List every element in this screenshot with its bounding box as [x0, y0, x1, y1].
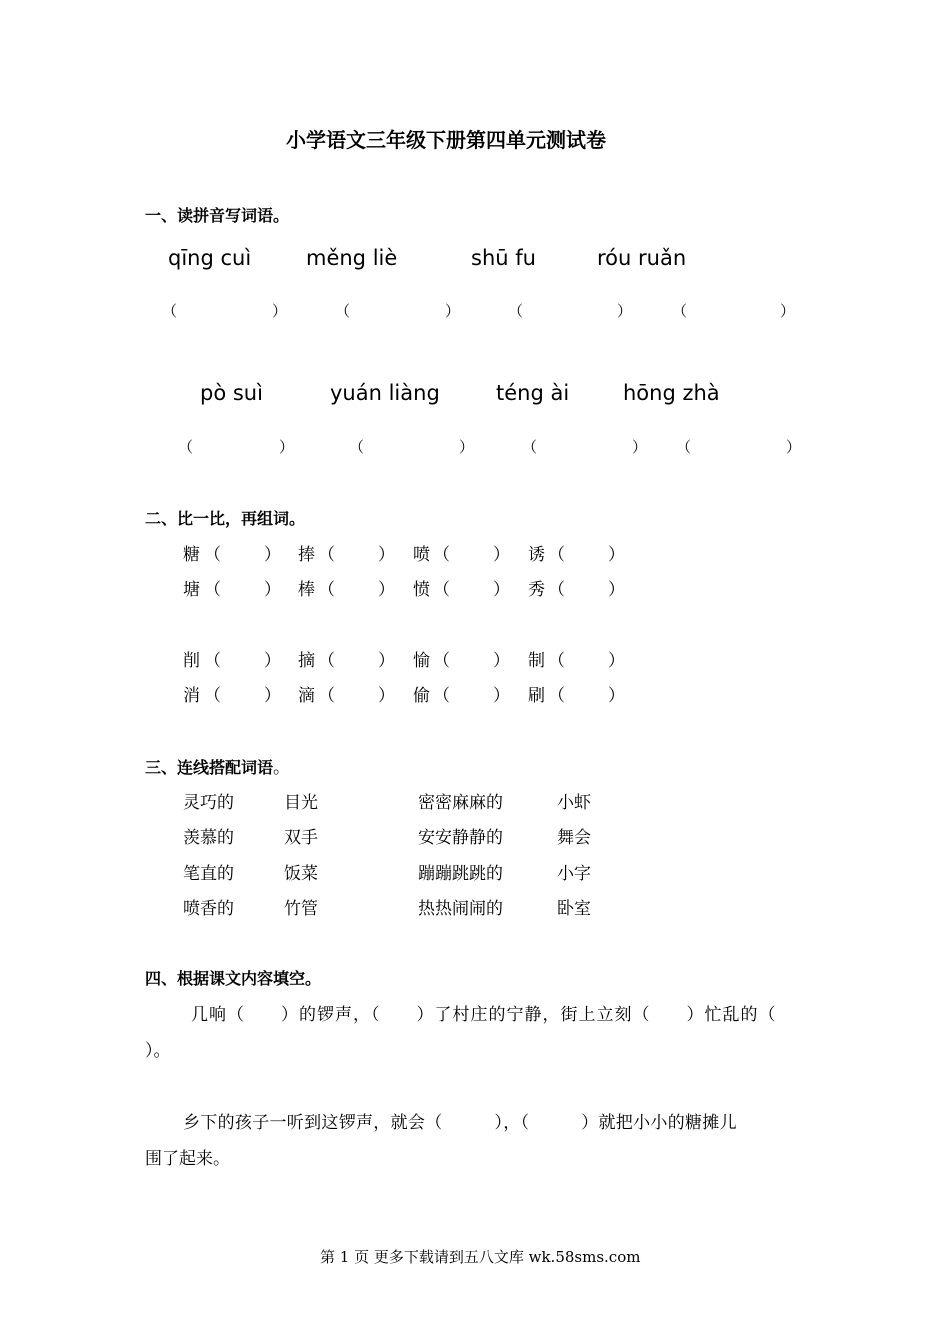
- answer-blank-close: ）: [459, 438, 475, 456]
- match-word: 卧室: [557, 899, 591, 919]
- answer-blank-close: ）: [264, 580, 281, 600]
- compare-char: 愤: [413, 580, 430, 600]
- pinyin-7: téng ài: [496, 381, 570, 405]
- match-word: 饭菜: [284, 864, 318, 884]
- answer-blank-close: ）: [608, 651, 625, 671]
- fill-paragraph-1-line-2: ）。: [145, 1041, 171, 1061]
- answer-blank-open: （: [433, 651, 450, 671]
- answer-blank-close: ）: [279, 438, 295, 456]
- pinyin-8: hōng zhà: [623, 381, 720, 405]
- answer-blank-open: （: [204, 580, 221, 600]
- match-word: 密密麻麻的: [418, 793, 503, 813]
- answer-blank-close: ）: [272, 302, 288, 320]
- compare-char: 制: [528, 651, 545, 671]
- match-word: 蹦蹦跳跳的: [418, 864, 503, 884]
- answer-blank-close: ）: [264, 651, 281, 671]
- answer-blank-open: （: [162, 302, 178, 320]
- answer-blank-open: （: [522, 438, 538, 456]
- answer-blank-close: ）: [378, 545, 395, 565]
- answer-blank-open: （: [204, 686, 221, 706]
- match-word: 双手: [284, 828, 318, 848]
- answer-blank-open: （: [548, 580, 565, 600]
- answer-blank-open: （: [318, 580, 335, 600]
- answer-blank-close: ）: [264, 545, 281, 565]
- section-3-heading-text: 三、连线搭配词语: [145, 758, 274, 777]
- answer-blank-open: （: [433, 580, 450, 600]
- compare-char: 削: [183, 651, 200, 671]
- answer-blank-close: ）: [493, 651, 510, 671]
- fill-paragraph-2-line-2: 围了起来。: [145, 1149, 230, 1169]
- compare-char: 刷: [528, 686, 545, 706]
- match-word: 竹管: [284, 899, 318, 919]
- answer-blank-close: ）: [617, 302, 633, 320]
- match-word: 喷香的: [183, 899, 234, 919]
- compare-char: 塘: [183, 580, 200, 600]
- match-word: 热热闹闹的: [418, 899, 503, 919]
- answer-blank-open: （: [433, 686, 450, 706]
- answer-blank-open: （: [548, 686, 565, 706]
- pinyin-4: róu ruǎn: [597, 246, 687, 270]
- match-word: 安安静静的: [418, 828, 503, 848]
- compare-char: 捧: [298, 545, 315, 565]
- answer-blank-open: （: [548, 545, 565, 565]
- match-word: 目光: [284, 793, 318, 813]
- compare-char: 糖: [183, 545, 200, 565]
- section-3-heading-period: 。: [273, 758, 291, 778]
- answer-blank-close: ）: [264, 686, 281, 706]
- match-word: 舞会: [557, 828, 591, 848]
- answer-blank-close: ）: [632, 438, 648, 456]
- answer-blank-open: （: [433, 545, 450, 565]
- pinyin-5: pò suì: [200, 381, 263, 405]
- answer-blank-open: （: [672, 302, 688, 320]
- match-word: 笔直的: [183, 864, 234, 884]
- section-1-heading: 一、读拼音写词语。: [145, 206, 290, 225]
- answer-blank-open: （: [178, 438, 194, 456]
- match-word: 羡慕的: [183, 828, 234, 848]
- compare-char: 喷: [413, 545, 430, 565]
- match-word: 小虾: [557, 793, 591, 813]
- answer-blank-close: ）: [378, 651, 395, 671]
- answer-blank-close: ）: [608, 545, 625, 565]
- answer-blank-close: ）: [493, 686, 510, 706]
- answer-blank-open: （: [676, 438, 692, 456]
- answer-blank-close: ）: [786, 438, 802, 456]
- answer-blank-close: ）: [608, 686, 625, 706]
- compare-char: 摘: [298, 651, 315, 671]
- compare-char: 棒: [298, 580, 315, 600]
- answer-blank-open: （: [204, 651, 221, 671]
- answer-blank-close: ）: [780, 302, 796, 320]
- match-word: 灵巧的: [183, 793, 234, 813]
- answer-blank-close: ）: [608, 580, 625, 600]
- page-footer: 第 1 页 更多下载请到五八文库 wk.58sms.com: [320, 1248, 641, 1266]
- section-3-heading: [145, 753, 290, 778]
- answer-blank-close: ）: [378, 580, 395, 600]
- fill-paragraph-1-line-1: 几响（ ）的锣声，（ ）了村庄的宁静，街上立刻（ ）忙乱的（: [191, 1005, 777, 1025]
- answer-blank-close: ）: [445, 302, 461, 320]
- pinyin-1: qīng cuì: [168, 246, 252, 270]
- pinyin-3: shū fu: [471, 246, 536, 270]
- answer-blank-open: （: [204, 545, 221, 565]
- compare-char: 秀: [528, 580, 545, 600]
- answer-blank-open: （: [335, 302, 351, 320]
- page-title: 小学语文三年级下册第四单元测试卷: [286, 128, 606, 152]
- compare-char: 诱: [528, 545, 545, 565]
- answer-blank-open: （: [508, 302, 524, 320]
- pinyin-6: yuán liàng: [330, 381, 440, 405]
- answer-blank-open: （: [318, 651, 335, 671]
- pinyin-2: měng liè: [306, 246, 398, 270]
- match-word: 小字: [557, 864, 591, 884]
- answer-blank-open: （: [548, 651, 565, 671]
- fill-paragraph-2-line-1: 乡下的孩子一听到这锣声，就会（ ），（ ）就把小小的糖摊儿: [183, 1113, 737, 1133]
- compare-char: 愉: [413, 651, 430, 671]
- answer-blank-open: （: [318, 686, 335, 706]
- compare-char: 偷: [413, 686, 430, 706]
- compare-char: 消: [183, 686, 200, 706]
- section-4-heading: 四、根据课文内容填空。: [145, 969, 322, 988]
- answer-blank-open: （: [318, 545, 335, 565]
- compare-char: 滴: [298, 686, 315, 706]
- answer-blank-open: （: [349, 438, 365, 456]
- answer-blank-close: ）: [493, 580, 510, 600]
- answer-blank-close: ）: [378, 686, 395, 706]
- answer-blank-close: ）: [493, 545, 510, 565]
- section-2-heading: 二、比一比，再组词。: [145, 509, 306, 528]
